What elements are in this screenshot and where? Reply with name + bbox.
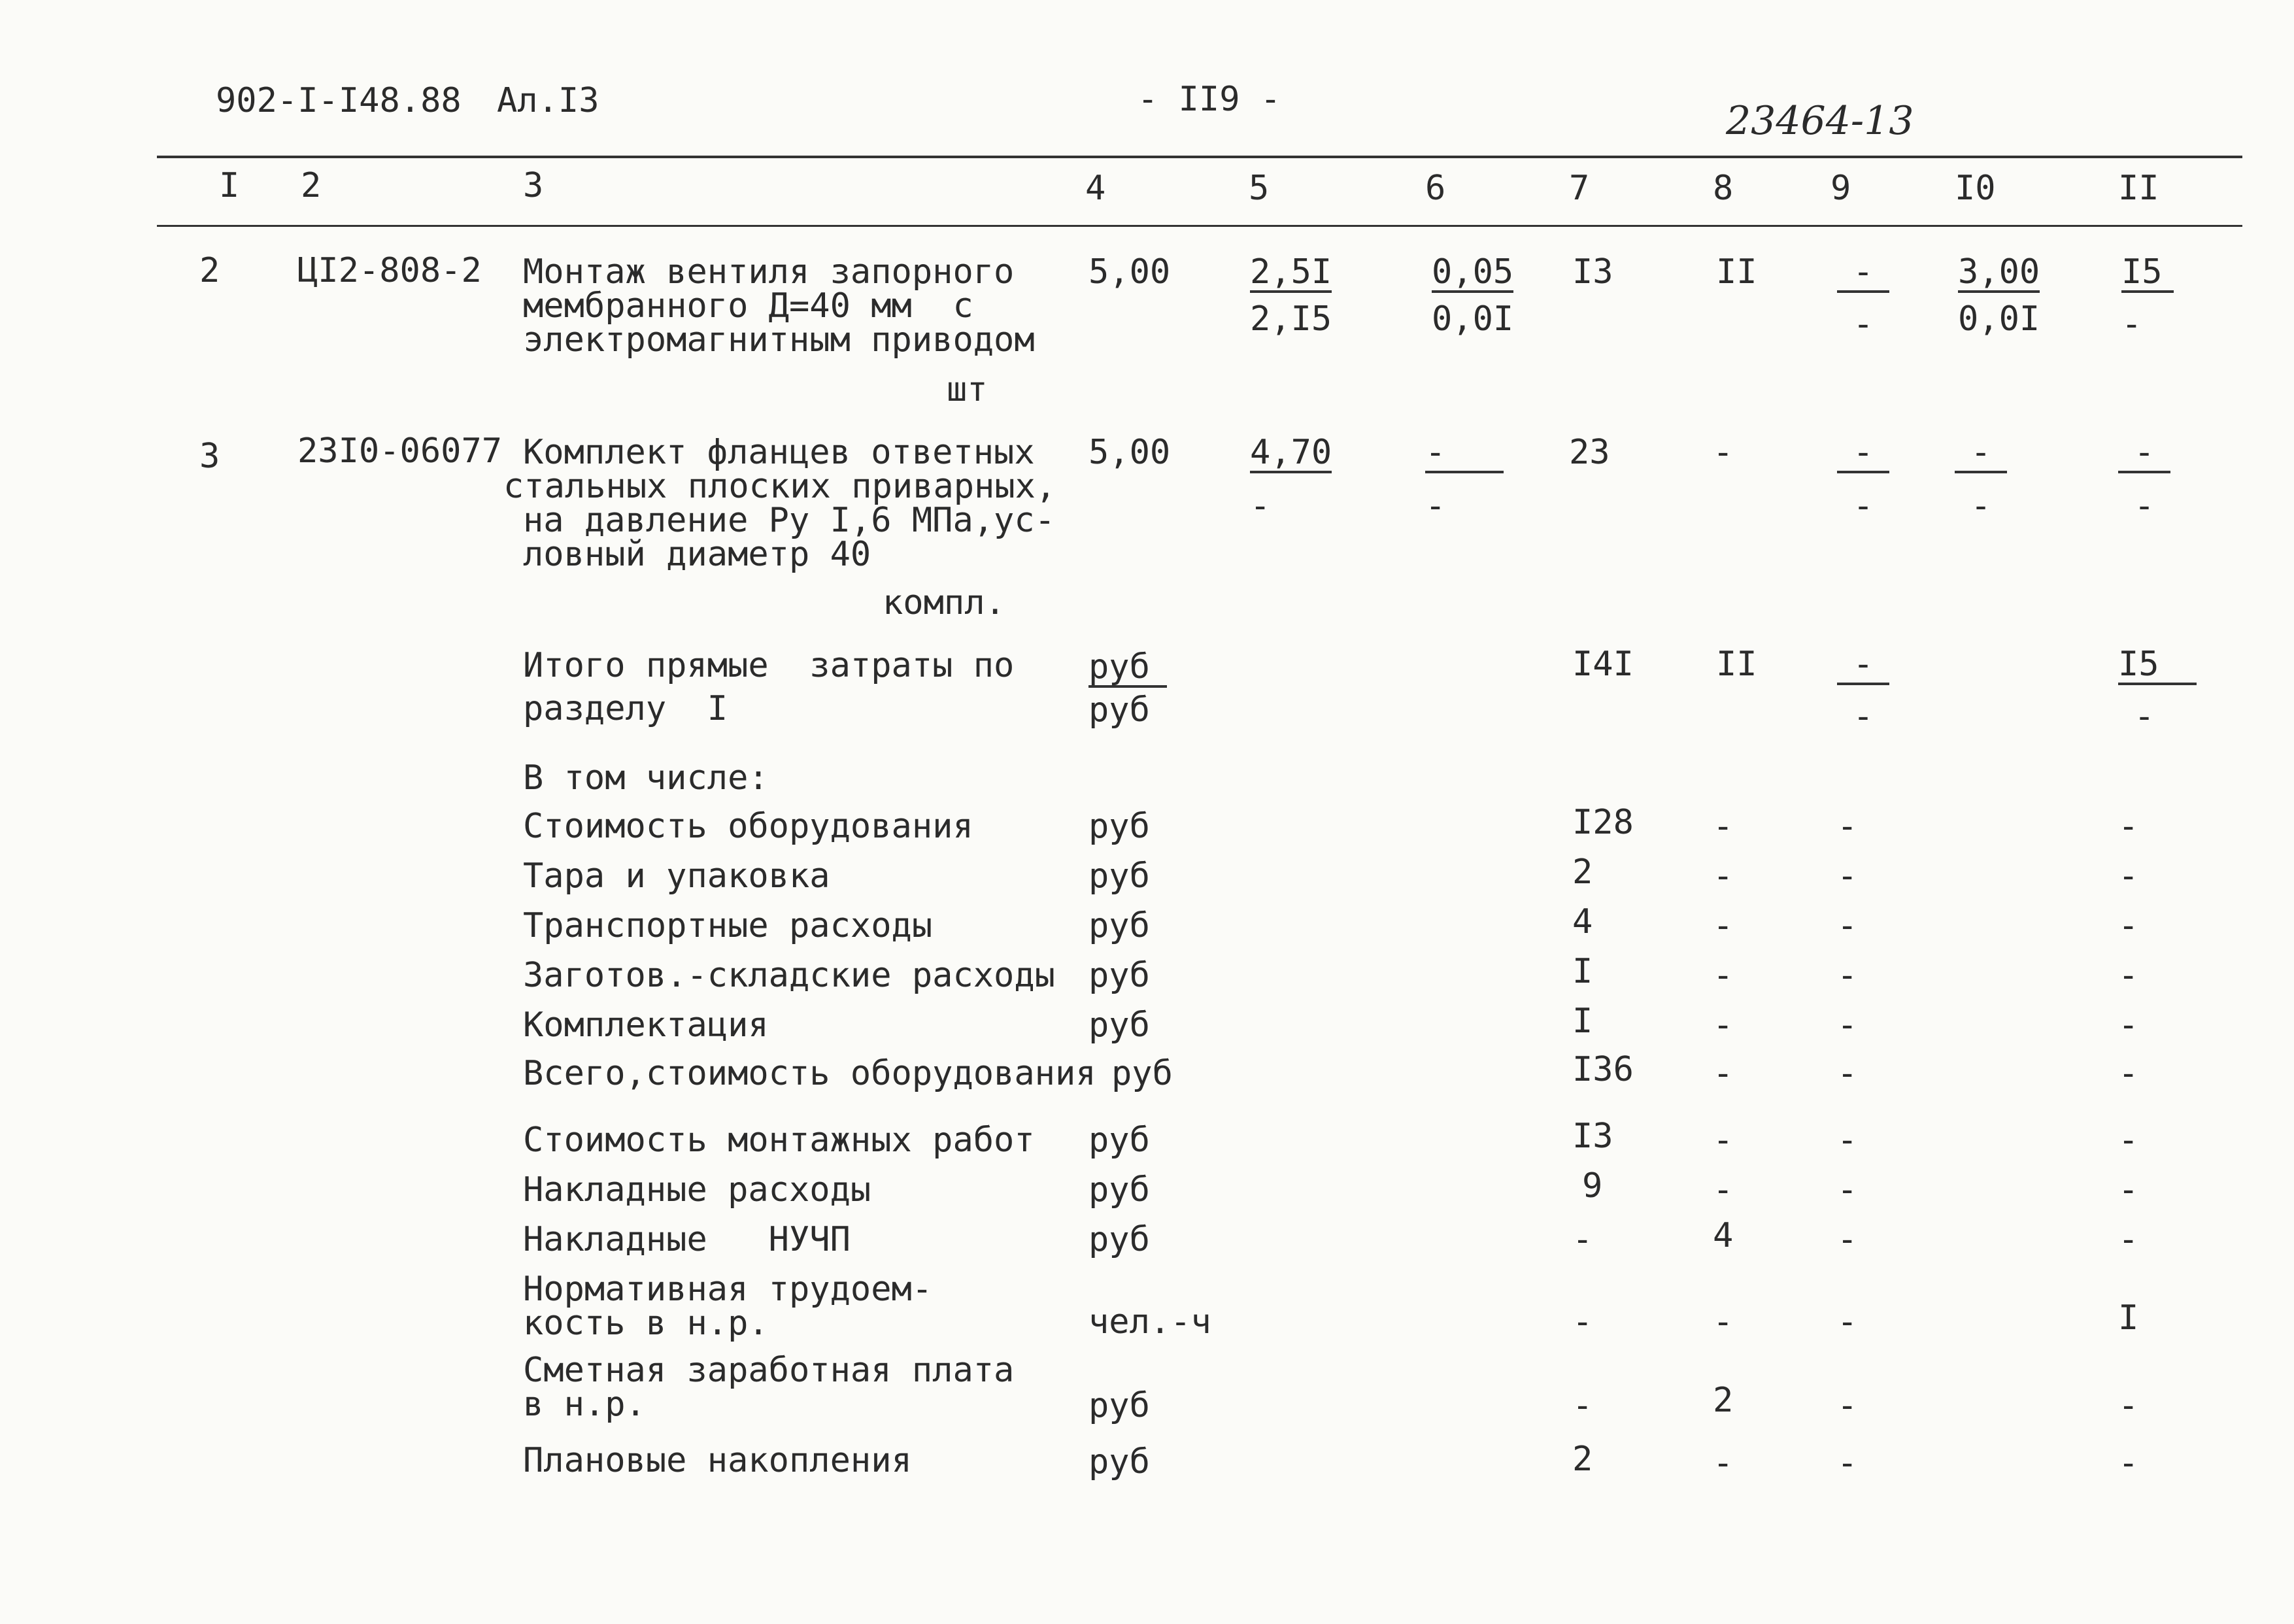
total-wages: II xyxy=(1716,645,1757,684)
breakdown-col9: - xyxy=(1837,1121,1858,1160)
breakdown-col8: - xyxy=(1713,1444,1734,1483)
breakdown-col11: - xyxy=(2118,1170,2139,1210)
price-code: 23I0-06077 xyxy=(297,431,503,471)
unit-of-measure: шт xyxy=(947,370,988,409)
labor-total-machines: - xyxy=(2134,486,2155,526)
labor-per-unit-machines: - xyxy=(1970,486,1991,526)
breakdown-label-cont: кость в н.р. xyxy=(523,1304,769,1343)
breakdown-label: Сметная заработная плата xyxy=(523,1351,1015,1390)
breakdown-unit: руб xyxy=(1088,1006,1150,1045)
breakdown-col8: - xyxy=(1713,1054,1734,1093)
total-machines: - xyxy=(1837,255,1889,293)
breakdown-col7: - xyxy=(1572,1386,1593,1425)
item-description-line: электромагнитным приводом xyxy=(523,320,1035,360)
unit-cost-machines: - xyxy=(1425,435,1504,473)
breakdown-col8: - xyxy=(1713,807,1734,846)
item-description-line: Монтаж вентиля запорного xyxy=(523,252,1015,292)
quantity: 5,00 xyxy=(1088,433,1171,472)
labor-total-machines: - xyxy=(2134,697,2155,736)
breakdown-unit: руб xyxy=(1088,1121,1150,1160)
document-reference: 902-I-I48.88 xyxy=(216,81,462,120)
breakdown-col9: - xyxy=(1837,906,1858,945)
total-wages: - xyxy=(1713,433,1734,472)
breakdown-col11: - xyxy=(2118,1054,2139,1093)
including-label: В том числе: xyxy=(523,758,769,798)
total-unit: руб xyxy=(1088,650,1167,688)
breakdown-col8: - xyxy=(1713,1006,1734,1045)
column-header-11: II xyxy=(2118,169,2159,208)
breakdown-col9: - xyxy=(1837,807,1858,846)
breakdown-col9: - xyxy=(1837,1386,1858,1425)
breakdown-col7: 2 xyxy=(1572,853,1593,892)
breakdown-label: Нормативная трудоем- xyxy=(523,1270,933,1309)
header-bottom-rule xyxy=(157,225,2242,227)
total-unit-wages: руб xyxy=(1088,690,1150,730)
breakdown-col8: 4 xyxy=(1713,1216,1734,1255)
breakdown-label: Плановые накопления xyxy=(523,1441,912,1480)
column-header-8: 8 xyxy=(1713,169,1734,208)
breakdown-col11: - xyxy=(2118,807,2139,846)
breakdown-unit: руб xyxy=(1088,956,1150,995)
breakdown-label: Всего,стоимость оборудования xyxy=(523,1054,1096,1093)
total-label-line: разделу I xyxy=(523,689,728,728)
total-cost: I3 xyxy=(1572,252,1613,292)
breakdown-col7: - xyxy=(1572,1220,1593,1259)
breakdown-col11: - xyxy=(2118,1006,2139,1045)
sheet-number: Ал.I3 xyxy=(497,81,599,120)
breakdown-col7: I xyxy=(1572,1002,1593,1041)
inventory-stamp: 23464-13 xyxy=(1726,98,1914,144)
column-header-9: 9 xyxy=(1830,169,1851,208)
breakdown-col9: - xyxy=(1837,1006,1858,1045)
breakdown-col7: 9 xyxy=(1582,1166,1603,1206)
breakdown-unit: руб xyxy=(1088,1220,1150,1259)
breakdown-col9: - xyxy=(1837,1054,1858,1093)
unit-cost-wages: - xyxy=(1250,486,1271,526)
table-top-rule xyxy=(157,156,2242,158)
labor-total: - xyxy=(2118,435,2170,473)
breakdown-col9: - xyxy=(1837,1444,1858,1483)
unit-cost-total: 2,5I xyxy=(1250,252,1332,292)
item-description-line: стальных плоских приварных, xyxy=(503,467,1056,506)
column-header-10: I0 xyxy=(1955,169,1996,208)
breakdown-col11: - xyxy=(2118,1386,2139,1425)
column-header-2: 2 xyxy=(301,166,322,205)
total-label-line: Итого прямые затраты по xyxy=(523,646,1015,685)
labor-per-unit: - xyxy=(1955,435,2007,473)
column-header-7: 7 xyxy=(1569,169,1590,208)
breakdown-unit: руб xyxy=(1111,1054,1173,1093)
total-machines: - xyxy=(1837,647,1889,685)
breakdown-col9: - xyxy=(1837,1220,1858,1259)
column-header-6: 6 xyxy=(1425,169,1446,208)
unit-cost-total: 4,70 xyxy=(1250,433,1332,472)
breakdown-col7: - xyxy=(1572,1302,1593,1342)
total-machines: - xyxy=(1837,435,1889,473)
breakdown-col9: - xyxy=(1837,1302,1858,1342)
breakdown-label: Заготов.-складские расходы xyxy=(523,956,1055,995)
breakdown-label: Тара и упаковка xyxy=(523,856,830,896)
column-header-1: I xyxy=(219,166,240,205)
breakdown-col7: I36 xyxy=(1572,1050,1634,1089)
labor-total: I5 xyxy=(2121,255,2174,293)
breakdown-col7: 2 xyxy=(1572,1440,1593,1479)
breakdown-col9: - xyxy=(1837,856,1858,896)
breakdown-col11: - xyxy=(2118,906,2139,945)
item-description-line: ловный диаметр 40 xyxy=(523,535,871,574)
breakdown-unit: руб xyxy=(1088,807,1150,846)
quantity: 5,00 xyxy=(1088,252,1171,292)
breakdown-col11: - xyxy=(2118,856,2139,896)
breakdown-col7: I xyxy=(1572,952,1593,991)
breakdown-label: Накладные НУЧП xyxy=(523,1220,851,1259)
unit-of-measure: компл. xyxy=(883,583,1005,622)
total-cost: I4I xyxy=(1572,645,1634,684)
page-number: - II9 - xyxy=(1138,80,1281,119)
breakdown-col11: I xyxy=(2118,1298,2139,1338)
unit-cost-machines-wages: 0,0I xyxy=(1432,299,1514,339)
labor-total-machines: - xyxy=(2121,305,2142,344)
breakdown-label: Комплектация xyxy=(523,1006,769,1045)
breakdown-col9: - xyxy=(1837,1170,1858,1210)
column-header-3: 3 xyxy=(523,166,544,205)
breakdown-col11: - xyxy=(2118,956,2139,995)
item-description-line: мембранного Д=40 мм с xyxy=(523,286,973,326)
breakdown-label: Стоимость монтажных работ xyxy=(523,1121,1035,1160)
total-cost: 23 xyxy=(1569,433,1610,472)
breakdown-col7: I3 xyxy=(1572,1117,1613,1156)
breakdown-unit: чел.-ч xyxy=(1088,1302,1211,1342)
row-number: 3 xyxy=(199,437,220,476)
labor-per-unit-machines: 0,0I xyxy=(1958,299,2040,339)
breakdown-unit: руб xyxy=(1088,906,1150,945)
breakdown-label: Накладные расходы xyxy=(523,1170,871,1210)
breakdown-col8: - xyxy=(1713,856,1734,896)
breakdown-label: Стоимость оборудования xyxy=(523,807,973,846)
total-wages: II xyxy=(1716,252,1757,292)
total-machines-wages: - xyxy=(1853,486,1874,526)
breakdown-label-cont: в н.р. xyxy=(523,1385,646,1424)
breakdown-unit: руб xyxy=(1088,1386,1150,1425)
labor-total: I5 xyxy=(2118,647,2197,685)
breakdown-col11: - xyxy=(2118,1220,2139,1259)
price-code: ЦI2-808-2 xyxy=(297,251,482,290)
breakdown-col7: 4 xyxy=(1572,902,1593,941)
breakdown-unit: руб xyxy=(1088,1170,1150,1210)
breakdown-col9: - xyxy=(1837,956,1858,995)
labor-per-unit: 3,00 xyxy=(1958,252,2040,292)
breakdown-col11: - xyxy=(2118,1444,2139,1483)
unit-cost-machines-wages: - xyxy=(1425,486,1446,526)
total-machines-wages: - xyxy=(1853,697,1874,736)
breakdown-col8: - xyxy=(1713,1170,1734,1210)
breakdown-col11: - xyxy=(2118,1121,2139,1160)
breakdown-label: Транспортные расходы xyxy=(523,906,933,945)
item-description-line: Комплект фланцев ответных xyxy=(523,433,1035,472)
breakdown-unit: руб xyxy=(1088,856,1150,896)
breakdown-col8: - xyxy=(1713,1121,1734,1160)
breakdown-col8: - xyxy=(1713,1302,1734,1342)
breakdown-col7: I28 xyxy=(1572,803,1634,842)
column-header-4: 4 xyxy=(1085,169,1106,208)
column-header-5: 5 xyxy=(1249,169,1270,208)
breakdown-unit: руб xyxy=(1088,1442,1150,1481)
unit-cost-wages: 2,I5 xyxy=(1250,299,1332,339)
item-description-line: на давление Ру I,6 МПа,ус- xyxy=(523,501,1055,540)
breakdown-col8: - xyxy=(1713,906,1734,945)
breakdown-col8: 2 xyxy=(1713,1381,1734,1420)
row-number: 2 xyxy=(199,251,220,290)
total-machines-wages: - xyxy=(1853,305,1874,344)
unit-cost-machines: 0,05 xyxy=(1432,252,1514,292)
breakdown-col8: - xyxy=(1713,956,1734,995)
